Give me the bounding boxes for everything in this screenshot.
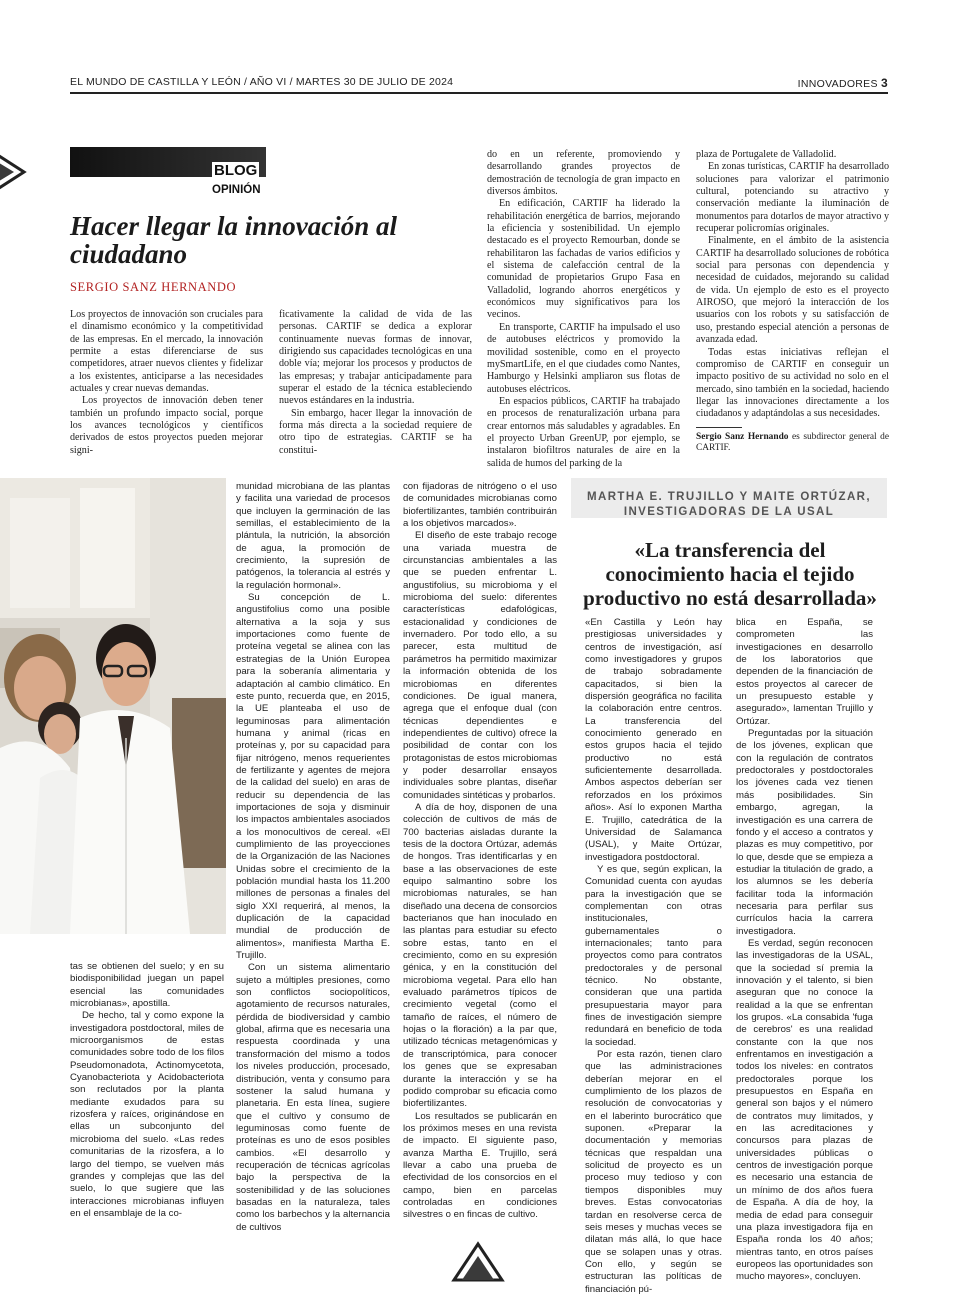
paragraph: ficativamente la calidad de vida de las personas. CARTIF se dedica a explorar continuamente nuevas formas de innovar, dirigiendo sus capacidades tecnológicas en una doble vía; mejorar los procesos y productos de las empresas; y trabajar anticipadamente para superar el estado de la técnica estableciendo nuevos estándares en la industria. xyxy=(279,309,472,407)
paragraph: En espacios públicos, CARTIF ha trabajado en procesos de renaturalización urbana para crear entornos más saludables y agradables. En el proyecto Urban GreenUP, por ejemplo, se instalaron biofiltros naturales de aire en la salida de humos del parking de la xyxy=(487,395,680,469)
paragraph: Es verdad, según reconocen las investigadoras de la USAL, que la sociedad sí premia la innovación y el talento, si bien aseguran que no conoce la realidad a la que se enfrentan los grupos. «La consabida 'fuga de cerebros' es una realidad constante con la que nos enfrentamos en investigación a todos los niveles: en contratos predoctorales porque los presupuestos en España en general son bajos y el número de contratos muy limitados, y en las acreditaciones y concursos para plazas de universidades públicas o centros de investigación porque es necesario una estancia de un mínimo de dos años fuera de España. A día de hoy, la media de edad para conseguir una plaza investigadora fija en España ronda los 40 años; mientras tanto, en otros países europeos las oportunidades son mucho mayores», concluyen. xyxy=(736,937,873,1283)
paragraph: Los proyectos de innovación deben tener también un profundo impacto social, porque los avances tecnológicos y científicos derivados de estos proyectos pueden mejorar signi- xyxy=(70,395,263,456)
paragraph: El diseño de este trabajo recoge una variada muestra de circunstancias ambientales a las que se pueden enfrentar L. angustifolius, su microbioma y el microbioma del suelo: diferentes características edafológicas, estacionalidad y condiciones de invernadero. Por todo ello, a su parecer, esta multitud de parámetros ha permitido maximizar la información obtenida de los microbiomas en diferentes condiciones. De igual manera, agrega que el enfoque dual (con técnicas dependientes e independientes de cultivo) ofrece la posibilidad de contar con los protagonistas de estos microbiomas y poder desarrollar ensayos individuales sobre plantas, diseñar comunidades sintéticas y probarlos. xyxy=(403,530,557,801)
paragraph: De hecho, tal y como expone la investigadora postdoctoral, miles de microorganismos de estas comunidades sobre todo de los filos Pseudomonadota, Actinomycetota, Cyanobacteriota y Acidobacteriota son reclutados por la planta mediante exudados para su rizosfera y raíces, originándose en ellas un subconjunto del microbioma del suelo. «Las redes comunitarias de la rizosfera, a lo largo del tiempo, se vuelven más grandes y complejas que las del suelo, lo que sugiere que las interacciones microbianas influyen en el ensamblaje de la co- xyxy=(70,1010,224,1219)
signature-name: Sergio Sanz Hernando xyxy=(696,431,789,442)
paragraph: Finalmente, en el ámbito de la asistencia CARTIF ha desarrollado soluciones de robótica social para personas con dependencia y necesidad de cuidados, mejorando su calidad de vida. Un ejemplo de esto es el proyecto AIROSO, que mejoró la interacción de los usuarios con los robots y su satisfacción de uso, prestando especial atención a personas de avanzada edad. xyxy=(696,235,889,346)
opinion-label: OPINIÓN xyxy=(212,184,261,196)
paragraph: tas se obtienen del suelo; y en su biodisponibilidad juegan un papel esencial las comunidades microbianas», apostilla. xyxy=(70,961,224,1010)
paragraph: «En Castilla y León hay prestigiosas universidades y centros de investigación, así como investigadores y grupos de trabajo sobradamente capacitados, si bien la dispersión geográfica no facilita la colaboración entre centros. La transferencia del conocimiento generado en estos grupos hacia el tejido productivo no está suficientemente desarrollada. Ambos aspectos deberían ser reforzados en los próximos años». Así lo exponen Martha E. Trujillo, catedrática de la Universidad de Salamanca (USAL), y Maite Ortúzar, investigadora postdoctoral. xyxy=(585,617,722,863)
interview-column-2 xyxy=(736,617,873,1284)
paragraph: Sin embargo, hacer llegar la innovación de forma más directa a la sociedad requiere de otro tipo de estrategias. CARTIF se ha constitui- xyxy=(279,407,472,456)
paragraph: Por esta razón, tienen claro que las administraciones deberían mejorar en el cumplimiento de los plazos de resolución de convocatorias y en el laberinto burocrático que suponen. «Preparar la documentación y memorias técnicas que respaldan una solicitud de proyecto es un proceso muy tedioso y con tiempos disponibles muy breves. Estas convocatorias tardan en resolverse cerca de seis meses y muchas veces se dilatan más allá, lo que hace que se solapen unas y otras. Con ello, y según se estructuran las políticas de financiación pú- xyxy=(585,1049,722,1295)
previous-page-arrow-icon[interactable] xyxy=(0,150,28,194)
section-header xyxy=(798,76,888,90)
paragraph: Los resultados se publicarán en los próximos meses en una revista de impacto. El siguiente paso, avanza Martha E. Trujillo, será llevar a cabo una prueba de efectividad de los consorcios en el campo, bien en parcelas controladas en condiciones silvestres o en fincas de cultivo. xyxy=(403,1110,557,1221)
article-column-2 xyxy=(236,481,390,1234)
paragraph: con fijadoras de nitrógeno o el uso de comunidades microbianas como biofertilizantes, también contribuirán a los objetivos marcados». xyxy=(403,481,557,530)
paragraph: En transporte, CARTIF ha impulsado el uso de autobuses eléctricos y promovido la movilidad sostenible, como en el proyecto mySmartLife, en el que ciudades como Nantes, Hamburgo y Helsinki ampliaron sus flotas de autobuses eléctricos. xyxy=(487,321,680,395)
paragraph: Con un sistema alimentario sujeto a múltiples presiones, como son conflictos sociopolíticos, agotamiento de recursos naturales, pérdida de biodiversidad y cambio global, afirma que es necesaria una respuesta coordinada y una transformación del mismo a todos los niveles producción, procesado, distribución, venta y consumo para sostener la salud humana y planetaria. En esta línea, sugiere que el cultivo y consumo de leguminosas como fuente de proteínas es uno de esos posibles cambios. «El desarrollo y recuperación de técnicas agrícolas bajo la perspectiva de la sostenibilidad y de las soluciones basadas en la naturaleza, tales como los barbechos y la alternancia de cultivos xyxy=(236,962,390,1233)
paragraph: En edificación, CARTIF ha liderado la rehabilitación energética de barrios, mejorando la eficiencia y sostenibilidad. Un ejemplo destacado es el proyecto Remourban, donde se rehabilitaron las fachadas de varios edificios y el sistema de calefacción central de la comunidad de propietarios Grupo Fasa en Valladolid, logrando ahorros energéticos y económicos muy significativos para los vecinos. xyxy=(487,198,680,321)
paragraph: Preguntadas por la situación de los jóvenes, explican que con la regulación de contratos predoctorales y postdoctorales los jóvenes cada vez tienen más posibilidades. Sin embargo, agregan, la investigación es una carrera de fondo y el acceso a contratos y plazas es muy competitivo, por lo que, desde que se empieza a estudiar la titulación de grado, a los alumnos se les debería facilitar toda la información necesaria para perfilar sus currículos hacia la carrera investigadora. xyxy=(736,728,873,937)
header-rule xyxy=(70,92,888,94)
paragraph: Los proyectos de innovación son cruciales para el dinamismo económico y la competitividad de las empresas. En el mercado, la innovación permite a estas diferenciarse de sus competidores, atraer nuevos clientes y fidelizar a los existentes, anticiparse a las necesidades actuales y crear nuevas demandas. xyxy=(70,309,263,395)
paragraph: munidad microbiana de las plantas y facilita una variedad de procesos que incluyen la germinación de las semillas, el establecimiento de la plántula, la nutrición, la absorción de agua, la promoción de crecimiento, la supresión de patógenos, la tolerancia al estrés y la regulación hormonal». xyxy=(236,481,390,591)
interview-subjects: MARTHA E. TRUJILLO Y MAITE ORTÚZAR, INVESTIGADORAS DE LA USAL xyxy=(587,491,871,518)
paragraph: do en un referente, promoviendo y desarrollando grandes proyectos de demostración de tecnología de gran impacto en diversos ámbitos. xyxy=(487,149,680,198)
interview-column-1 xyxy=(585,617,722,1296)
blog-label: BLOG xyxy=(214,162,258,179)
running-header: EL MUNDO DE CASTILLA Y LEÓN / AÑO VI / MARTES 30 DE JULIO DE 2024 xyxy=(70,76,454,88)
paragraph: Y es que, según explican, la Comunidad cuenta con ayudas para la investigación que se complementan con otras institucionales, gubernamentales o internacionales; tanto para proyectos como para contratos predoctorales y de personal técnico. No obstante, consideran que una partida presupuestaria mayor para fines de investigación siempre redundará en beneficio de toda la sociedad. xyxy=(585,863,722,1048)
page-number: 3 xyxy=(881,76,888,90)
article-column-3 xyxy=(403,481,557,1222)
article-column-1 xyxy=(70,961,224,1220)
paragraph: En zonas turísticas, CARTIF ha desarrollado soluciones para valorizar el patrimonio cultural, potenciando su atractivo y conservación mediante la iluminación de monumentos para dotarlos de mayor atractivo y recuperar policromías originales. xyxy=(696,161,889,235)
researchers-illustration xyxy=(0,478,226,934)
paragraph: A día de hoy, disponen de una colección de cultivos de más de 700 bacterias aisladas durante la tesis de la doctora Ortúzar, además de hongos. Tras identificarlas y en base a las observaciones de este equipo salmantino sobre los microbiomas naturales, se han diseñado una decena de consorcios bacterianos que han inoculado en las plantas para estudiar su efecto sobre estas, tanto en el crecimiento, como en su expresión génica, y en la constitución del microbioma vegetal. Para ello han evaluado parámetros típicos de crecimiento vegetal (como el tamaño de raíces, el número de hojas o la floración) a la par que, utilizado técnicas metagenómicas y de transcriptómica, para conocer los genes que se expresaban durante la interacción y se ha podido comprobar su eficacia como biofertilizantes. xyxy=(403,801,557,1110)
opinion-column-4 xyxy=(696,149,889,455)
signature-role: es subdirector general de CARTIF. xyxy=(696,431,890,454)
paragraph: plaza de Portugalete de Valladolid. xyxy=(696,149,837,160)
paragraph: Todas estas iniciativas reflejan el compromiso de CARTIF en conseguir un impacto positivo de su actividad no solo en el mercado, sino también en la sociedad, haciendo llegar las innovaciones directamente a los ciudadanos y adaptándolas a sus necesidades. xyxy=(696,346,889,420)
opinion-column-1 xyxy=(70,309,263,457)
next-page-arrow-icon[interactable] xyxy=(448,1236,508,1280)
section-name: INNOVADORES xyxy=(797,78,878,90)
opinion-title: Hacer llegar la innovación al ciudadano xyxy=(70,211,397,269)
opinion-column-3 xyxy=(487,149,680,470)
interview-headline: «La transferencia del conocimiento hacia el tejido productivo no está desarrollada» xyxy=(583,538,877,610)
researchers-photo xyxy=(0,478,226,934)
opinion-author: SERGIO SANZ HERNANDO xyxy=(70,280,237,294)
author-signature xyxy=(696,432,889,455)
paragraph: Su concepción de L. angustifolius como una posible alternativa a la soja y sus importaciones como fuente de proteína vegetal se alinea con las estrategias de la Unión Europea para la soberanía alimentaria y adaptación al cambio climático. En este punto, recuerda que, en 2015, la UE planteaba el uso de leguminosas para alimentación humana y animal (ricas en proteínas y, por su capacidad para fijar nitrógeno, menos requerientes de fertilizante y agentes de mejora de la calidad del suelo) en aras de reducir su dependencia de las importaciones de soja y disminuir los impactos ambientales asociados a los monocultivos de cereal. «El cumplimiento de las proyecciones de la Organización de las Naciones Unidas sobre el crecimiento de la población mundial hasta los 11.200 millones de personas a finales del siglo XXI requerirá, al menos, la duplicación de la capacidad mundial de producción de alimentos», manifiesta Martha E. Trujillo. xyxy=(236,592,390,962)
signature-rule xyxy=(696,427,742,428)
paragraph: blica en España, se comprometen las investigaciones en desarrollo de los laboratorios que dependen de la financiación de estos proyectos al carecer de un presupuesto estable y asegurado», lamentan Trujillo y Ortúzar. xyxy=(736,617,873,727)
opinion-column-2 xyxy=(279,309,472,457)
